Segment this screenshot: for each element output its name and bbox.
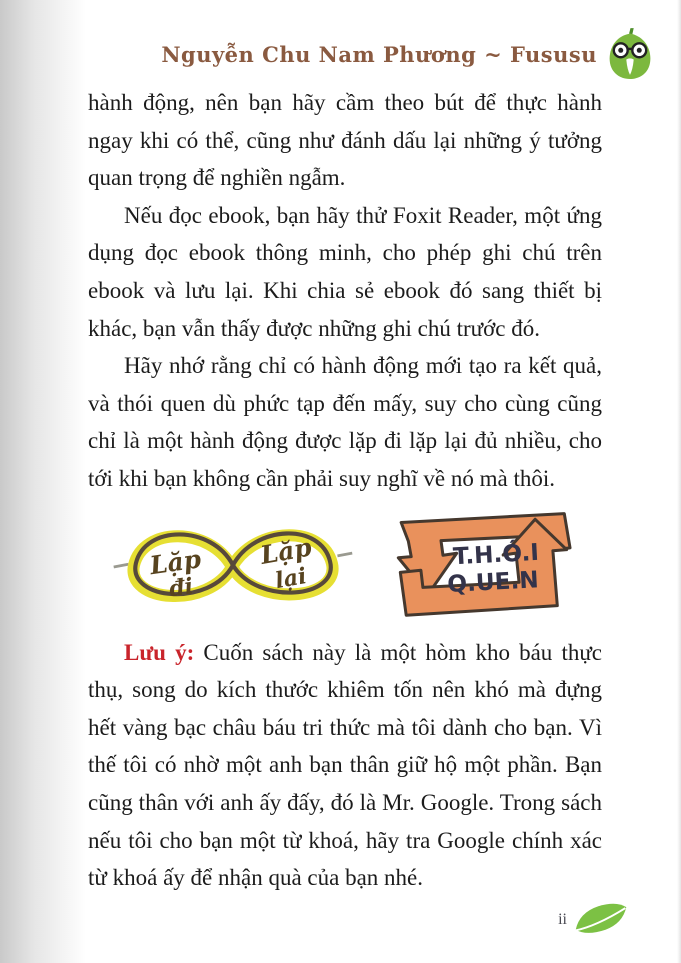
banner-text-thoi: T.H.Ó.I (452, 538, 540, 570)
infinity-loop-doodle (110, 509, 355, 625)
page-header (161, 26, 655, 82)
loop-text-lap-lai-2: lại (273, 562, 309, 594)
page-body (88, 84, 602, 897)
paragraph: hành động, nên bạn hãy cầm theo bút để thực hành ngay khi có thể, cũng như đánh dấu lại những ý tưởng quan trọng để nghiền ngẫm. (88, 90, 602, 191)
note-text: Cuốn sách này là một hòm kho báu thực thụ, song do kích thước khiêm tốn nên khó mà đựng hết vàng bạc châu báu tri thức mà tôi dành cho bạn. Vì thế tôi có nhờ một anh bạn thân giữ hộ một phần. Bạn cũng thân với anh ấy đấy, đó là Mr. Google. Trong sách nếu tôi cho bạn một từ khoá, hãy tra Google chính xác từ khoá ấy để nhận quà của bạn nhé. (88, 639, 603, 891)
author-line: Nguyễn Chu Nam Phương ~ Fususu (161, 41, 597, 67)
note-paragraph (88, 634, 602, 897)
page-edge-line (677, 0, 681, 963)
banner-text-quen: Q.UE.N (446, 565, 540, 598)
leaf-icon (573, 899, 629, 937)
loop-text-lap-di-2: đi (167, 572, 195, 602)
illustration-row (110, 508, 602, 626)
thoi-quen-arrow-banner-doodle (372, 507, 596, 627)
loop-text-lap-lai-1: Lặp (258, 532, 314, 570)
page-footer (558, 899, 629, 937)
page-binding-shadow (0, 0, 86, 963)
paragraph: Hãy nhớ rằng chỉ có hành động mới tạo ra kết quả, và thói quen dù phức tạp đến mấy, suy cho cùng cũng chỉ là một hành động được lặp đi lặp lại đủ nhiều, cho tới khi bạn không cần phải suy nghĩ về nó mà thôi. (88, 353, 602, 491)
note-label: Lưu ý: (124, 639, 195, 665)
paragraph: Nếu đọc ebook, bạn hãy thử Foxit Reader, một ứng dụng đọc ebook thông minh, cho phép ghi chú trên ebook và lưu lại. Khi chia sẻ ebook đó sang thiết bị khác, bạn vẫn thấy được những ghi chú trước đó. (88, 202, 602, 341)
fususu-mascot-icon (605, 26, 655, 82)
loop-text-lap-di-1: Lặp (148, 543, 203, 580)
page-number: ii (558, 911, 567, 928)
